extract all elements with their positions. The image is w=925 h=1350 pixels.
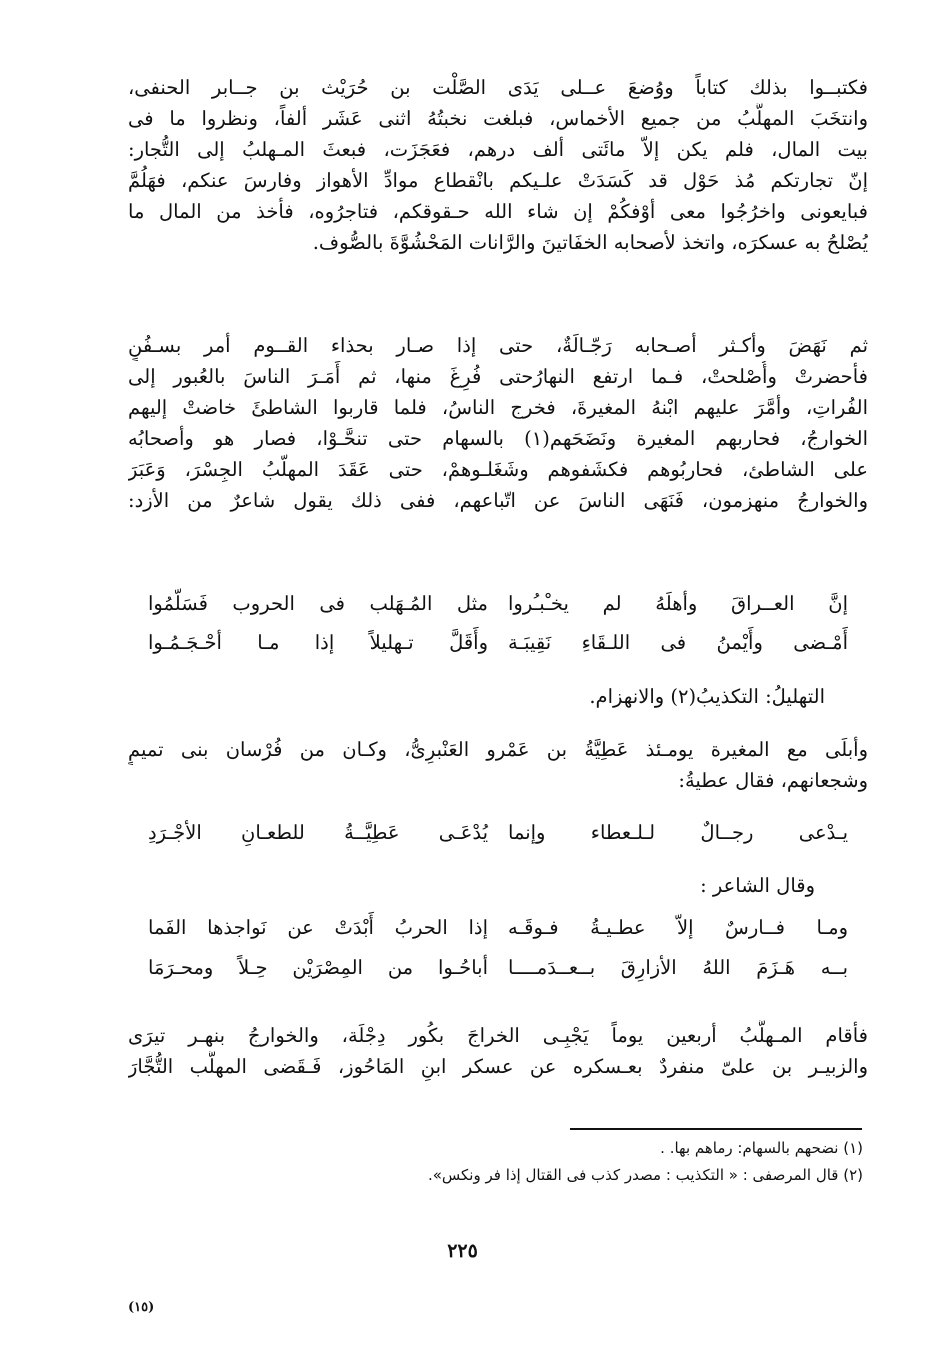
- verse-second-hemistich: يُدْعَـى عَطِيَّــةُ للطعـانِ الأجْـرَدِ: [148, 821, 488, 844]
- footnote-1: (١) نضحهم بالسهام: رماهم بها. .: [660, 1139, 863, 1157]
- page-number: ٢٢٥: [447, 1240, 478, 1262]
- verse-first-hemistich: أَمْـضى وأَيْمنُ فى اللـقَاءِ نَقِيبَـة: [508, 631, 848, 654]
- verse-first-hemistich: إنَّ العــراقَ وأهلَهُ لم يخـْبـُروا: [508, 592, 848, 615]
- verse-line: [148, 588, 848, 619]
- verse-line: [148, 912, 848, 943]
- text-line: فبايعونى واخرُجُوا معى أوْفكُمْ إن شاء الله حـقوقكم، فتاجرُوه، فأخذ من المال ما: [128, 200, 868, 223]
- text-line: يُصْلحُ به عسكرَه، واتخذ لأصحابه الخفَاتينَ والرَّانات المَحْشُوَّةَ بالصُّوف.: [312, 231, 868, 254]
- verse-first-hemistich: بــه هَـزَمَ اللهُ الأزارِقَ بــعــدَمــــا: [508, 956, 848, 979]
- text-line: فأقام المـهلَّبُ أربعين يوماً يَجْبِـى الخراجَ بكُور دِجْلَة، والخوارجُ بنهـر تيرَى: [128, 1024, 868, 1047]
- text-line: الفُراتِ، وأمَّرَ عليهم ابْنهُ المغيرةَ، فخرج الناسُ، فلما قاربوا الشاطئَ خاضتْ إليهم: [128, 396, 868, 419]
- footnote-2: (٢) قال المرصفى : « التكذيب : مصدر كذب فى القتال إذا فر ونكس».: [427, 1166, 863, 1184]
- verse-second-hemistich: مثل المُـهَلب فى الحروب فَسَلّمُوا: [148, 592, 488, 615]
- footnote-divider: [570, 1128, 862, 1130]
- verse-line: [148, 952, 848, 983]
- text-line: فأحضرتْ وأُصْلحتْ، فـما ارتفع النهارُحتى فُرِغَ منها، ثم أَمَـرَ الناسَ بالعُبور إلى: [128, 365, 868, 388]
- text-line: وأبلَى مع المغيرة يومـئذ عَطِيَّةُ بن عَمْرو العَنْبرِىُّ، وكـان من فُرْسان بنى تميمٍ: [128, 738, 868, 761]
- paragraph-2: [128, 330, 868, 516]
- paragraph-1: [128, 72, 868, 258]
- verse-first-hemistich: يـدْعى رجــالٌ لـلـعطاء وإنما: [508, 821, 848, 844]
- paragraph-4: [128, 1020, 868, 1082]
- text-line: على الشاطئ، فحاربُوهم فكشَفوهم وشَغَلـوهمْ، حتى عَقَدَ المهلّبُ الجِسْرَ، وَعَبَرَ: [128, 458, 868, 481]
- verse-line: [148, 627, 848, 658]
- text-line: والزبيـر بن علىّ منفردٌ بعـسكره عن عسكر ابنِ المَاحُوز، فَـقَضى المهلَّب التُّجَّارَ: [128, 1055, 868, 1078]
- signature-mark: (١٥): [128, 1300, 155, 1315]
- paragraph-3: [128, 734, 868, 796]
- text-line: إنّ تجارتكم مُذ حَوْل قد كَسَدَتْ علـيكم بانْقطاع موادِّ الأهواز وفارسَ عنكم، فهَلُمَّ: [128, 169, 868, 192]
- text-line: والخوارجُ منهزمون، فَنَهَى الناسَ عن اتّباعهم، ففى ذلك يقول شاعرٌ من الأزد:: [128, 489, 868, 512]
- text-line: فكتبــوا بذلك كتاباً ووُضعَ عــلى يَدَى الصَّلْت بن حُرَيْث بن جــابر الحنفى،: [128, 76, 868, 99]
- text-line: وانتخَبَ المهلَّبُ من جميع الأخماس، فبلغت نخبتُهُ اثنى عَشَر ألفاً، ونظروا ما فى: [128, 107, 868, 130]
- verse-second-hemistich: وأَقَلَّ تـهليلاً إذا مـا أحْـجَـمُـوا: [148, 631, 488, 654]
- text-line: وشجعانهم، فقال عطيةُ:: [678, 769, 868, 792]
- verse-line: [148, 817, 848, 848]
- text-line: ثم نَهَضَ وأكـثر أصـحابه رَجّـالَةٌ، حتى إذا صـار بحذاء القــوم أمر بسـفُنٍ: [128, 334, 868, 357]
- verse-first-hemistich: ومـا فــارسٌ إلاّ عطـيـةُ فـوقَـه: [508, 916, 848, 939]
- text-line: الخوارجُ، فحاربهم المغيرة ونَضَحَهم(١) بالسهام حتى تنحَّـوْا، فصار هو وأصحابُه: [128, 427, 868, 450]
- verse-second-hemistich: أباحُـوا من المِصْرَيْن حِـلاً ومحـرَمَا: [148, 956, 488, 979]
- gloss-line: التهليلُ: التكذيبُ(٢) والانهزام.: [589, 685, 825, 708]
- poet-intro-line: وقال الشاعر :: [700, 874, 815, 897]
- verse-second-hemistich: إذا الحربُ أَبْدَتْ عن نَواجذها الفَما: [148, 916, 488, 939]
- text-line: بيت المال، فلم يكن إلاّ مائَتى ألف درهم، فعَجَزَت، فبعثَ المـهلبُ إلى التُّجار:: [128, 138, 868, 161]
